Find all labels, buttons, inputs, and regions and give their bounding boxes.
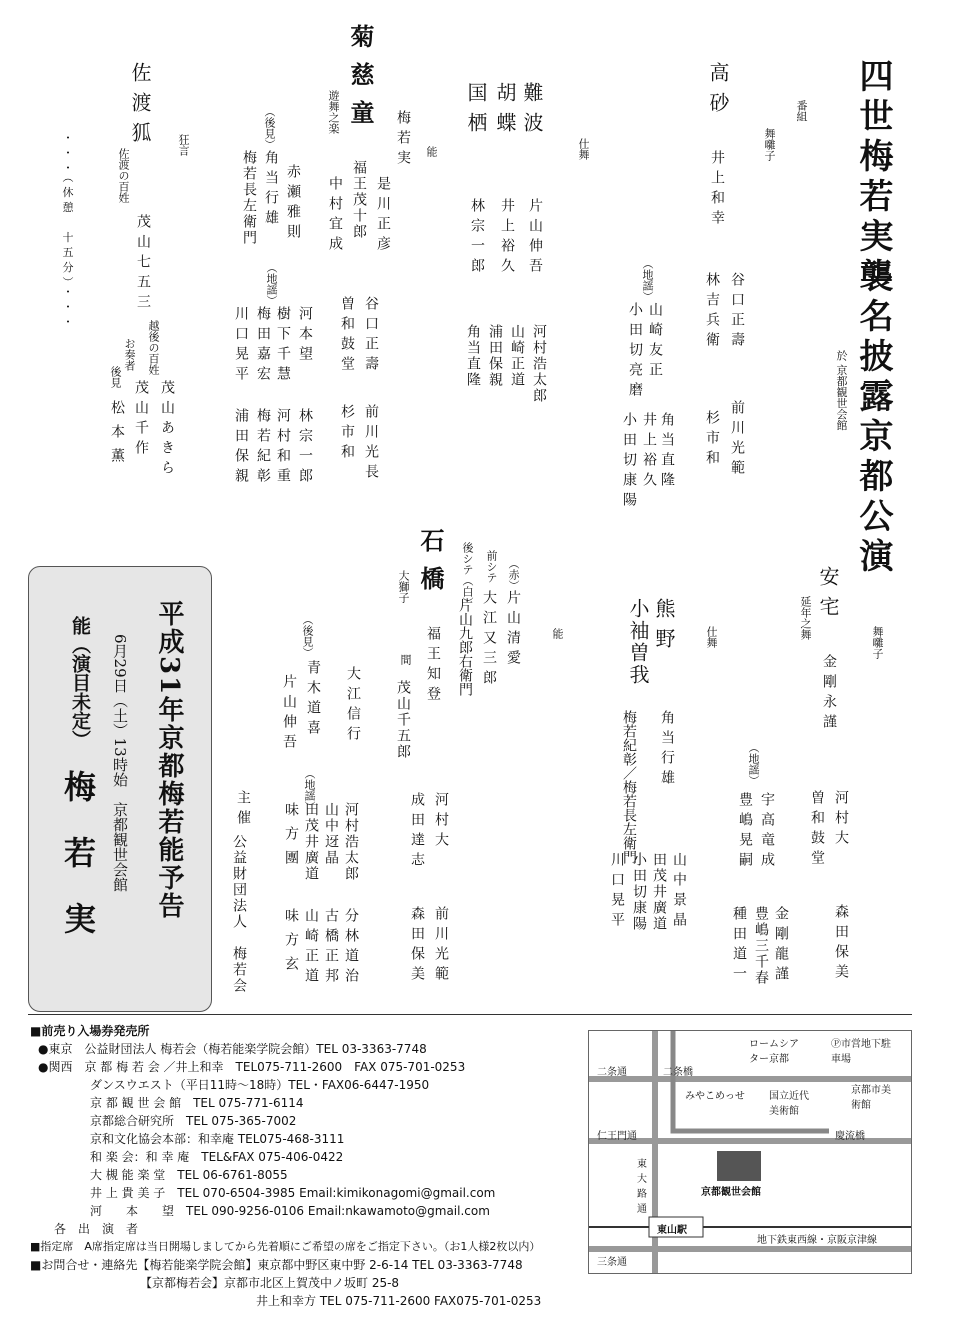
shimai-title: 国栖 xyxy=(464,82,488,142)
shakkyo-musician: 森田保美 xyxy=(409,906,425,986)
tickets-kansai: ●関西 京 都 梅 若 会 ／井上和幸 TEL075-711-2600 FAX 075-701-0253 xyxy=(38,1060,466,1074)
notice-performer: 梅若実 xyxy=(59,770,97,968)
takasago-musician: 杉市和 xyxy=(704,410,720,470)
shakkyo-koken: 青木道喜 xyxy=(305,660,321,740)
kikujido-role: 福王茂十郎 xyxy=(351,160,367,240)
sadogitsune-role: 佐渡の百姓 xyxy=(117,148,130,203)
noh-label: 能 xyxy=(425,146,438,157)
yasutaku-jiutai: 豊嶋晃嗣 xyxy=(737,792,753,872)
kikujido-jiutai: 梅田嘉宏 xyxy=(255,306,271,386)
kikujido-koken: 角当行雄 xyxy=(263,150,279,230)
shakkyo-jiutai: 味方團 xyxy=(283,802,299,874)
sadogitsune-name: 松本薫 xyxy=(109,400,125,472)
map-label: ロームシアター京都 xyxy=(749,1039,799,1065)
shakkyo-role: 間 xyxy=(399,654,412,665)
kikujido-role: 中村宜成 xyxy=(327,176,343,256)
sadogitsune-name: 茂山あきら xyxy=(159,380,175,480)
yasutaku-jiutai: 宇高竜成 xyxy=(759,792,775,872)
takasago-jiutai: 井上裕久 xyxy=(641,412,657,492)
yasutaku-jiutai: 種田道一 xyxy=(731,906,747,986)
yasutaku-musician: 曽和鼓堂 xyxy=(809,790,825,870)
takasago-title: 高砂 xyxy=(706,62,730,122)
shakkyo-role: 前シテ xyxy=(485,550,498,583)
shimai-jiutai: 山崎正道 xyxy=(509,324,525,388)
shimai2-title: 熊野 xyxy=(652,598,676,658)
kikujido-jiutai: 川口晃平 xyxy=(233,306,249,386)
kikujido-shite: 梅若実 xyxy=(395,110,411,170)
takasago-jiutai: 角当直隆 xyxy=(659,412,675,492)
map-label: 京都観世会館 xyxy=(701,1187,761,1198)
tickets-kansai: 和 楽 会：和 幸 庵 TEL&FAX 075-406-0422 xyxy=(90,1150,344,1164)
yasutaku-musician: 河村大 xyxy=(833,790,849,850)
map-label: 京都市美術館 xyxy=(851,1085,891,1111)
shimai2-jiutai: 川口晃平 xyxy=(609,852,625,932)
shakkyo-jiutai-label: （地謡） xyxy=(303,768,316,812)
shakkyo-musician: 成田達志 xyxy=(409,792,425,872)
sadogitsune-title: 佐渡狐 xyxy=(128,62,152,152)
shakkyo-musician: 前川光範 xyxy=(433,906,449,986)
tickets-kansai: 京都総合研究所 TEL 075-365-7002 xyxy=(90,1114,297,1128)
sadogitsune-name: 茂山七五三 xyxy=(135,214,151,314)
kikujido-jiutai: 浦田保親 xyxy=(233,408,249,488)
kikujido-koken: 赤瀬雅則 xyxy=(285,164,301,244)
yasutaku-jiutai: 金剛龍謹 xyxy=(773,906,789,986)
sadogitsune-name: 茂山千作 xyxy=(133,380,149,460)
takasago-musician: 前川光範 xyxy=(729,400,745,480)
access-map xyxy=(588,1030,912,1274)
tickets-contact: ■お問合せ・連絡先【梅若能楽学院会館】東京都中野区東中野 2-6-14 TEL 03-3363-7748 xyxy=(30,1258,523,1272)
map-label: Ⓟ市営地下駐車場 xyxy=(831,1039,891,1065)
shimai-title: 胡蝶 xyxy=(493,82,517,142)
kikujido-musician: 曽和鼓堂 xyxy=(339,296,355,376)
kikujido-jiutai: 林宗一郎 xyxy=(297,408,313,488)
notice-date: 6月29日（土）13時始 京都観世会館 xyxy=(111,634,129,892)
yasutaku-jiutai: 豊嶋三千春 xyxy=(753,906,769,986)
intermission: ・・・（休憩 十五分）・・・ xyxy=(61,132,74,331)
map-label: みやこめっせ xyxy=(685,1091,745,1102)
shimai-label: 仕舞 xyxy=(577,138,590,160)
kikujido-note: 遊舞之楽 xyxy=(327,90,340,134)
tickets-contact: 【京都梅若会】京都市北区上賀茂中ノ坂町 25-8 xyxy=(140,1276,400,1290)
kikujido-jiutai: 梅若紀彰 xyxy=(255,408,271,488)
shakkyo-role: 後シテ（白） xyxy=(461,542,474,608)
sadogitsune-role: 越後の百姓 xyxy=(147,320,160,375)
shimai2-performer: 梅若紀彰／梅若長左衛門 xyxy=(621,710,637,864)
shimai-title: 難波 xyxy=(520,82,544,142)
shakkyo-title: 石橋 xyxy=(416,528,445,604)
map-label: 国立近代美術館 xyxy=(769,1091,809,1117)
section-divider xyxy=(28,1014,912,1015)
shakkyo-jiutai: 山中迓晶 xyxy=(323,802,339,866)
kikujido-role: 是川正彦 xyxy=(375,176,391,256)
takasago-jiutai: 山崎友正 xyxy=(647,302,663,382)
yasutaku-shite: 金剛永謹 xyxy=(821,654,837,734)
shimai2-label: 仕舞 xyxy=(705,626,718,648)
shakkyo-jiutai: 古橋正邦 xyxy=(323,908,339,988)
notice-program: 能（演目未定） xyxy=(69,616,91,749)
kikujido-musician: 谷口正壽 xyxy=(363,296,379,376)
yasutaku-musician: 森田保美 xyxy=(833,904,849,984)
kikujido-musician: 杉市和 xyxy=(339,404,355,464)
shimai-jiutai: 河村浩太郎 xyxy=(531,324,547,404)
shimai2-performer: 角当行雄 xyxy=(659,710,675,790)
yasutaku-label: 舞囃子 xyxy=(871,626,884,659)
shakkyo-name: 茂山千五郎 xyxy=(395,680,411,760)
shimai2-jiutai: 山中景晶 xyxy=(671,852,687,932)
venue-note: 於 京都観世会館 xyxy=(835,350,848,431)
takasago-jiutai: 小田切亮磨 xyxy=(627,302,643,402)
kikujido-koken: 梅若長左衛門 xyxy=(241,150,257,246)
shakkyo-jiutai: 分林道治 xyxy=(343,908,359,988)
takasago-jiutai: 小田切康陽 xyxy=(621,412,637,512)
shakkyo-label: 能 xyxy=(551,628,564,639)
notice-title: 平成31年京都梅若能予告 xyxy=(154,600,184,921)
bangumi-label: 番組 xyxy=(795,100,808,122)
shimai-jiutai: 浦田保親 xyxy=(487,324,503,388)
kikujido-jiutai: 河本望 xyxy=(297,306,313,366)
yasutaku-note: 延年之舞 xyxy=(799,596,812,640)
map-label: 二条橋 xyxy=(663,1067,693,1078)
tickets-kansai: 井 上 貴 美 子 TEL 070-6504-3985 Email:kimikonagomi@gmail.com xyxy=(90,1186,496,1200)
maibayashi-label: 舞囃子 xyxy=(763,128,776,161)
shakkyo-jiutai: 田茂井廣道 xyxy=(303,802,319,882)
page-title: 四世梅若実襲名披露京都公演 xyxy=(853,58,893,578)
shakkyo-koken: 片山伸吾 xyxy=(281,674,297,754)
kikujido-jiutai: 樹下千慧 xyxy=(275,306,291,386)
shakkyo-musician: 河村大 xyxy=(433,792,449,852)
sadogitsune-role: お奏者 xyxy=(123,338,136,371)
sponsor-label: 主催 xyxy=(235,790,251,830)
tickets-kansai: 京 都 観 世 会 館 TEL 075-771-6114 xyxy=(90,1096,304,1110)
shakkyo-name: 片山清愛 xyxy=(505,590,521,670)
shakkyo-name: 福王知登 xyxy=(425,626,441,706)
yasutaku-title: 安宅 xyxy=(816,566,840,626)
shimai-performer: 片山伸吾 xyxy=(527,198,543,278)
kikujido-jiutai: 河村和重 xyxy=(275,408,291,488)
shakkyo-jiutai: 山崎正道 xyxy=(303,908,319,988)
shakkyo-name: 大江又三郎 xyxy=(481,590,497,690)
tickets-contact: 井上和幸方 TEL 075-711-2600 FAX075-701-0253 xyxy=(256,1294,542,1308)
map-label: 東山駅 xyxy=(657,1225,687,1236)
tickets-kansai: ダンスウエスト（平日11時～18時）TEL・FAX06-6447-1950 xyxy=(90,1078,430,1092)
shakkyo-name: 片山九郎右衛門 xyxy=(457,598,473,696)
shakkyo-jiutai: 味方玄 xyxy=(283,908,299,980)
shakkyo-role: （赤） xyxy=(507,558,520,591)
tickets-reserved: ■指定席 A席指定席は当日開場しましてから先着順にご希望の席をご指定下さい。（お1人様2枚以内） xyxy=(30,1240,541,1253)
takasago-shite: 井上和幸 xyxy=(709,150,725,230)
kikujido-koken-label: （後見） xyxy=(263,106,276,150)
shakkyo-jiutai: 河村浩太郎 xyxy=(343,802,359,882)
kikujido-title: 菊慈童 xyxy=(346,24,375,138)
map-label: 仁王門通 xyxy=(597,1131,637,1142)
tickets-tokyo: ●東京 公益財団法人 梅若会（梅若能楽学院会館）TEL 03-3363-7748 xyxy=(38,1042,427,1056)
takasago-musician: 林吉兵衛 xyxy=(704,272,720,352)
map-label: 地下鉄東西線・京阪京津線 xyxy=(757,1235,877,1246)
shimai2-jiutai: 小田切康陽 xyxy=(631,852,647,932)
tickets-kansai: 各 出 演 者 xyxy=(54,1222,139,1236)
map-label: 慶流橋 xyxy=(835,1131,865,1142)
sadogitsune-role: 後見 xyxy=(109,366,122,388)
shakkyo-koken-label: （後見） xyxy=(301,614,314,658)
shimai2-jiutai: 田茂井廣道 xyxy=(651,852,667,932)
tickets-kansai: 河 本 望 TEL 090-9256-0106 Email:nkawamoto@gmail.com xyxy=(90,1204,490,1218)
shakkyo-note: 大獅子 xyxy=(397,570,410,603)
map-label: 三条通 xyxy=(597,1257,627,1268)
shimai-jiutai: 角当直隆 xyxy=(465,324,481,388)
shimai2-title: 小袖曽我 xyxy=(626,598,650,686)
map-label: 二条通 xyxy=(597,1067,627,1078)
shimai-performer: 林宗一郎 xyxy=(469,198,485,278)
kyogen-label: 狂言 xyxy=(177,134,190,156)
tickets-kansai: 京和文化協会本部：和幸庵 TEL075-468-3111 xyxy=(90,1132,345,1146)
shakkyo-koken: 大江信行 xyxy=(345,666,361,746)
kikujido-jiutai-label: （地謡） xyxy=(265,262,278,306)
tickets-heading: ■前売り入場券発売所 xyxy=(30,1024,150,1038)
sponsor-name: 公益財団法人 梅若会 xyxy=(231,834,247,994)
tickets-kansai: 大 槻 能 楽 堂 TEL 06-6761-8055 xyxy=(90,1168,288,1182)
takasago-musician: 谷口正壽 xyxy=(729,272,745,352)
yasutaku-jiutai-label: （地謡） xyxy=(747,742,760,786)
map-label: 東大路通 xyxy=(637,1159,647,1215)
kikujido-musician: 前川光長 xyxy=(363,404,379,484)
shimai-performer: 井上裕久 xyxy=(499,198,515,278)
takasago-jiutai-label: （地謡） xyxy=(641,258,654,302)
